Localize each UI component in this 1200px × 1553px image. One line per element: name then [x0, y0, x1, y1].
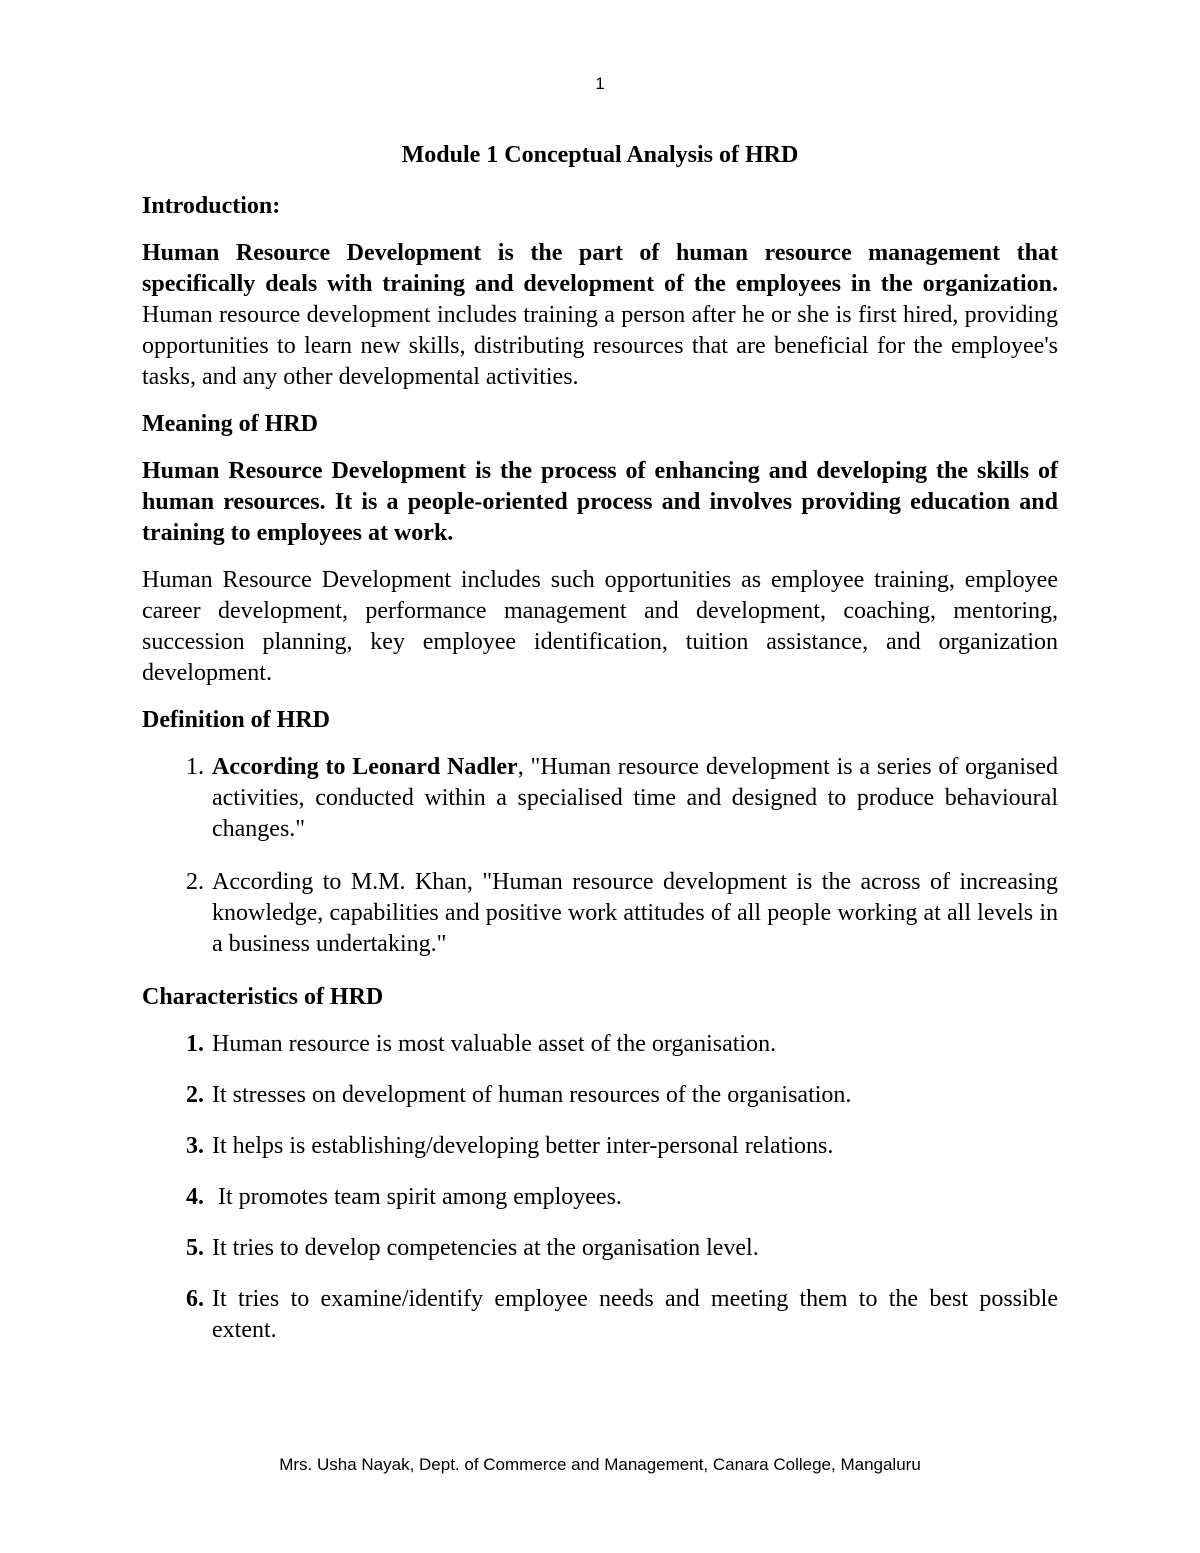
definition-item-number: 2. [186, 869, 204, 895]
intro-bold-text: Human Resource Development is the part of human resource management that specifically deals with training and development of the employees in the organization. [142, 240, 1058, 297]
characteristic-number: 3. [186, 1133, 204, 1159]
definition-list [142, 752, 1058, 960]
characteristic-text: It promotes team spirit among employees. [212, 1184, 622, 1210]
intro-heading: Introduction: [142, 193, 281, 219]
definition-heading: Definition of HRD [142, 707, 330, 733]
characteristic-item [142, 1284, 1058, 1346]
definition-item-text [212, 867, 1058, 960]
characteristics-heading: Characteristics of HRD [142, 984, 384, 1010]
characteristic-item [142, 1080, 1058, 1111]
characteristic-number: 2. [186, 1082, 204, 1108]
meaning-heading: Meaning of HRD [142, 411, 318, 437]
characteristic-item [142, 1182, 1058, 1213]
characteristic-number: 5. [186, 1235, 204, 1261]
meaning-bold-paragraph: Human Resource Development is the process of enhancing and developing the skills of human resources. It is a people-oriented process and involves providing education and training to employees at work. [142, 458, 1058, 546]
definition-item-body: , "Human resource development is a series of organised activities, conducted within a specialised time and designed to produce behavioural changes." [212, 754, 1058, 842]
definition-item [142, 752, 1058, 845]
characteristic-item [142, 1029, 1058, 1060]
intro-text: Human resource development includes training a person after he or she is first hired, providing opportunities to learn new skills, distributing resources that are beneficial for the employee's tasks, and any other developmental activities. [142, 302, 1058, 390]
meaning-paragraph: Human Resource Development includes such opportunities as employee training, employee career development, performance management and development, coaching, mentoring, succession planning, key employee identification, tuition assistance, and organization development. [142, 567, 1058, 686]
page-footer: Mrs. Usha Nayak, Dept. of Commerce and Management, Canara College, Mangaluru [279, 1455, 921, 1474]
characteristic-text: It helps is establishing/developing better inter-personal relations. [212, 1133, 834, 1159]
characteristic-text: It tries to examine/identify employee needs and meeting them to the best possible extent. [212, 1286, 1058, 1343]
document-body [142, 140, 1058, 1366]
characteristic-item [142, 1131, 1058, 1162]
definition-item-bold: According to Leonard Nadler [212, 754, 518, 780]
characteristic-text: Human resource is most valuable asset of the organisation. [212, 1031, 777, 1057]
definition-item-number: 1. [186, 754, 204, 780]
page-number: 1 [595, 74, 605, 93]
characteristic-text: It stresses on development of human resources of the organisation. [212, 1082, 852, 1108]
characteristic-item [142, 1233, 1058, 1264]
intro-paragraph [142, 238, 1058, 393]
definition-item-text [212, 752, 1058, 845]
characteristic-number: 1. [186, 1031, 204, 1057]
characteristic-number: 6. [186, 1286, 204, 1312]
characteristic-text: It tries to develop competencies at the organisation level. [212, 1235, 759, 1261]
characteristics-list [142, 1029, 1058, 1346]
definition-item-body: According to M.M. Khan, "Human resource development is the across of increasing knowledge, capabilities and positive work attitudes of all people working at all levels in a business undertaking." [212, 869, 1058, 957]
characteristic-number: 4. [186, 1184, 204, 1210]
page-title: Module 1 Conceptual Analysis of HRD [401, 142, 799, 168]
definition-item [142, 867, 1058, 960]
